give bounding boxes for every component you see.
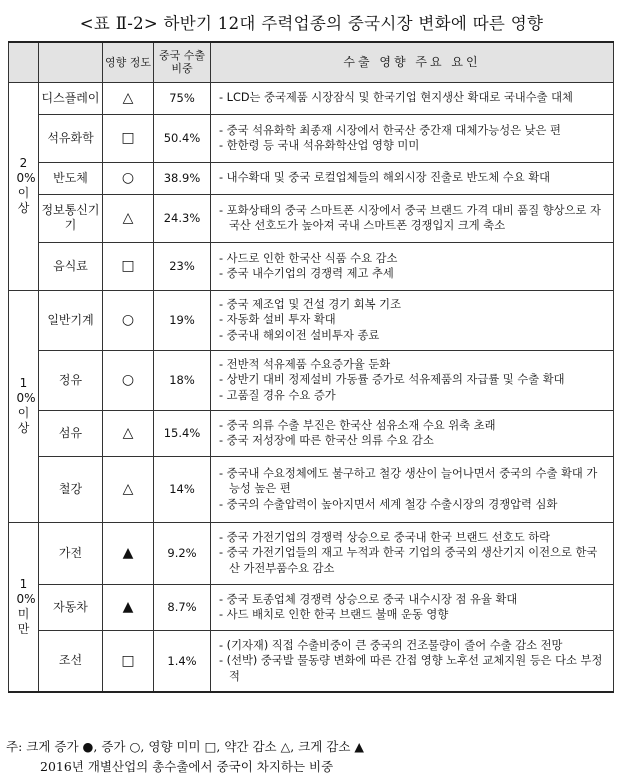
reason-item: - 내수확대 및 중국 로컬업체들의 해외시장 진출로 반도체 수요 확대 bbox=[219, 171, 551, 185]
reasons-cell bbox=[211, 410, 614, 456]
reasons-cell bbox=[211, 522, 614, 584]
reasons-cell bbox=[211, 584, 614, 630]
share-cell: 9.2% bbox=[154, 522, 211, 584]
header-sector-blank bbox=[39, 42, 103, 82]
share-cell: 23% bbox=[154, 242, 211, 290]
reason-item: - 한한령 등 국내 석유화학산업 영향 미미 bbox=[219, 139, 420, 152]
sector-cell: 조선 bbox=[39, 630, 103, 692]
share-cell: 1.4% bbox=[154, 630, 211, 692]
header-row bbox=[9, 42, 614, 82]
table-row bbox=[9, 290, 614, 350]
impact-cell: □ bbox=[103, 242, 154, 290]
share-cell: 50.4% bbox=[154, 114, 211, 162]
footnote-legend: 주: 크게 증가 ●, 증가 ○, 영향 미미 □, 약간 감소 △, 크게 감소 ▲ bbox=[6, 739, 365, 754]
reasons-cell bbox=[211, 114, 614, 162]
sector-cell: 반도체 bbox=[39, 162, 103, 194]
reason-item: - 중국 의류 수출 부진은 한국산 섬유소재 수요 위축 초래 bbox=[219, 418, 496, 432]
reason-item: - 중국 토종업체 경쟁력 상승으로 중국 내수시장 점 유율 확대 bbox=[219, 592, 518, 606]
sector-cell: 철강 bbox=[39, 456, 103, 522]
reasons-cell bbox=[211, 162, 614, 194]
impact-cell: △ bbox=[103, 82, 154, 114]
reason-item: - 중국 제조업 및 건설 경기 회복 기조 bbox=[219, 297, 401, 311]
sector-cell: 음식료 bbox=[39, 242, 103, 290]
table-row bbox=[9, 242, 614, 290]
sector-cell: 정유 bbox=[39, 350, 103, 410]
reason-item: - 전반적 석유제품 수요증가율 둔화 bbox=[219, 357, 391, 371]
reason-item: - 중국 가전기업들의 재고 누적과 한국 기업의 중국외 생산기지 이전으로 한국산 가전부품수요 감소 bbox=[219, 546, 598, 575]
share-cell: 19% bbox=[154, 290, 211, 350]
header-blank bbox=[9, 42, 39, 82]
sector-cell: 정보통신기기 bbox=[39, 194, 103, 242]
sector-cell: 디스플레이 bbox=[39, 82, 103, 114]
header-share: 중국 수출비중 bbox=[154, 42, 211, 82]
impact-cell: ○ bbox=[103, 350, 154, 410]
reasons-cell bbox=[211, 242, 614, 290]
table-row bbox=[9, 456, 614, 522]
impact-cell: △ bbox=[103, 456, 154, 522]
table-row bbox=[9, 630, 614, 692]
reason-item: - 포화상태의 중국 스마트폰 시장에서 중국 브랜드 가격 대비 품질 향상으로 자국산 선호도가 높아져 국내 스마트폰 경쟁입지 크게 축소 bbox=[219, 203, 601, 232]
reasons-cell bbox=[211, 630, 614, 692]
table-row bbox=[9, 350, 614, 410]
impact-cell: ○ bbox=[103, 290, 154, 350]
reason-item: - 자동화 설비 투자 확대 bbox=[219, 313, 336, 327]
reasons-cell bbox=[211, 82, 614, 114]
table-row bbox=[9, 522, 614, 584]
table-row bbox=[9, 194, 614, 242]
reasons-cell bbox=[211, 350, 614, 410]
share-cell: 14% bbox=[154, 456, 211, 522]
sector-cell: 자동차 bbox=[39, 584, 103, 630]
sector-cell: 일반기계 bbox=[39, 290, 103, 350]
table-title: <표 Ⅱ-2> 하반기 12대 주력업종의 중국시장 변화에 따른 영향 bbox=[79, 14, 544, 33]
impact-cell: ▲ bbox=[103, 522, 154, 584]
group-label-text: 10%미만 bbox=[16, 576, 36, 636]
impact-cell: □ bbox=[103, 630, 154, 692]
impact-cell: □ bbox=[103, 114, 154, 162]
group-label-text: 10%이상 bbox=[16, 376, 36, 435]
sector-cell: 섬유 bbox=[39, 410, 103, 456]
share-cell: 24.3% bbox=[154, 194, 211, 242]
sector-cell: 가전 bbox=[39, 522, 103, 584]
reasons-cell bbox=[211, 194, 614, 242]
reason-item: - 중국 내수기업의 경쟁력 제고 추세 bbox=[219, 267, 394, 280]
reason-item: - 사드 배치로 인한 한국 브랜드 불매 운동 영향 bbox=[219, 608, 449, 621]
reason-item: - 중국 저성장에 따른 한국산 의류 수요 감소 bbox=[219, 434, 434, 447]
sector-cell: 석유화학 bbox=[39, 114, 103, 162]
footnote-note: 2016년 개별산업의 총수출에서 중국이 차지하는 비중 bbox=[40, 759, 334, 774]
reason-item: - 중국 석유화학 최종재 시장에서 한국산 중간재 대체가능성은 낮은 편 bbox=[219, 123, 561, 137]
impact-cell: ○ bbox=[103, 162, 154, 194]
reason-item: - 고품질 경유 수요 증가 bbox=[219, 388, 336, 402]
table-row bbox=[9, 82, 614, 114]
group-label bbox=[9, 82, 39, 290]
reasons-cell bbox=[211, 290, 614, 350]
reasons-cell bbox=[211, 456, 614, 522]
header-reasons: 수출 영향 주요 요인 bbox=[211, 42, 614, 82]
reason-item: - (선박) 중국발 물동량 변화에 따른 간접 영향 노후선 교체지원 등은 다소 부정적 bbox=[219, 654, 603, 683]
share-cell: 8.7% bbox=[154, 584, 211, 630]
impact-cell: ▲ bbox=[103, 584, 154, 630]
reason-item: - (기자재) 직접 수출비중이 큰 중국의 건조물량이 줄어 수출 감소 전망 bbox=[219, 638, 563, 652]
header-impact: 영향 정도 bbox=[103, 42, 154, 82]
reason-item: - 중국내 수요정체에도 불구하고 철강 생산이 늘어나면서 중국의 수출 확대 가능성 높은 편 bbox=[219, 466, 598, 496]
share-cell: 18% bbox=[154, 350, 211, 410]
group-label bbox=[9, 522, 39, 692]
share-cell: 38.9% bbox=[154, 162, 211, 194]
reason-item: - 상반기 대비 정제설비 가동률 증가로 석유제품의 자급률 및 수출 확대 bbox=[219, 373, 565, 387]
reason-item: - 사드로 인한 한국산 식품 수요 감소 bbox=[219, 251, 398, 265]
table-row bbox=[9, 114, 614, 162]
reason-item: - 중국 가전기업의 경쟁력 상승으로 중국내 한국 브랜드 선호도 하락 bbox=[219, 530, 551, 544]
table-row bbox=[9, 584, 614, 630]
group-label bbox=[9, 290, 39, 522]
reason-item: - LCD는 중국제품 시장잠식 및 한국기업 현지생산 확대로 국내수출 대체 bbox=[219, 91, 573, 105]
reason-item: - 중국내 해외이전 설비투자 종료 bbox=[219, 328, 380, 342]
share-cell: 75% bbox=[154, 82, 211, 114]
impact-table bbox=[8, 41, 614, 693]
reason-item: - 중국의 수출압력이 높아지면서 세계 철강 수출시장의 경쟁압력 심화 bbox=[219, 497, 558, 511]
share-cell: 15.4% bbox=[154, 410, 211, 456]
impact-cell: △ bbox=[103, 194, 154, 242]
group-label-text: 20%이상 bbox=[16, 156, 36, 215]
table-row bbox=[9, 410, 614, 456]
table-row bbox=[9, 162, 614, 194]
impact-cell: △ bbox=[103, 410, 154, 456]
